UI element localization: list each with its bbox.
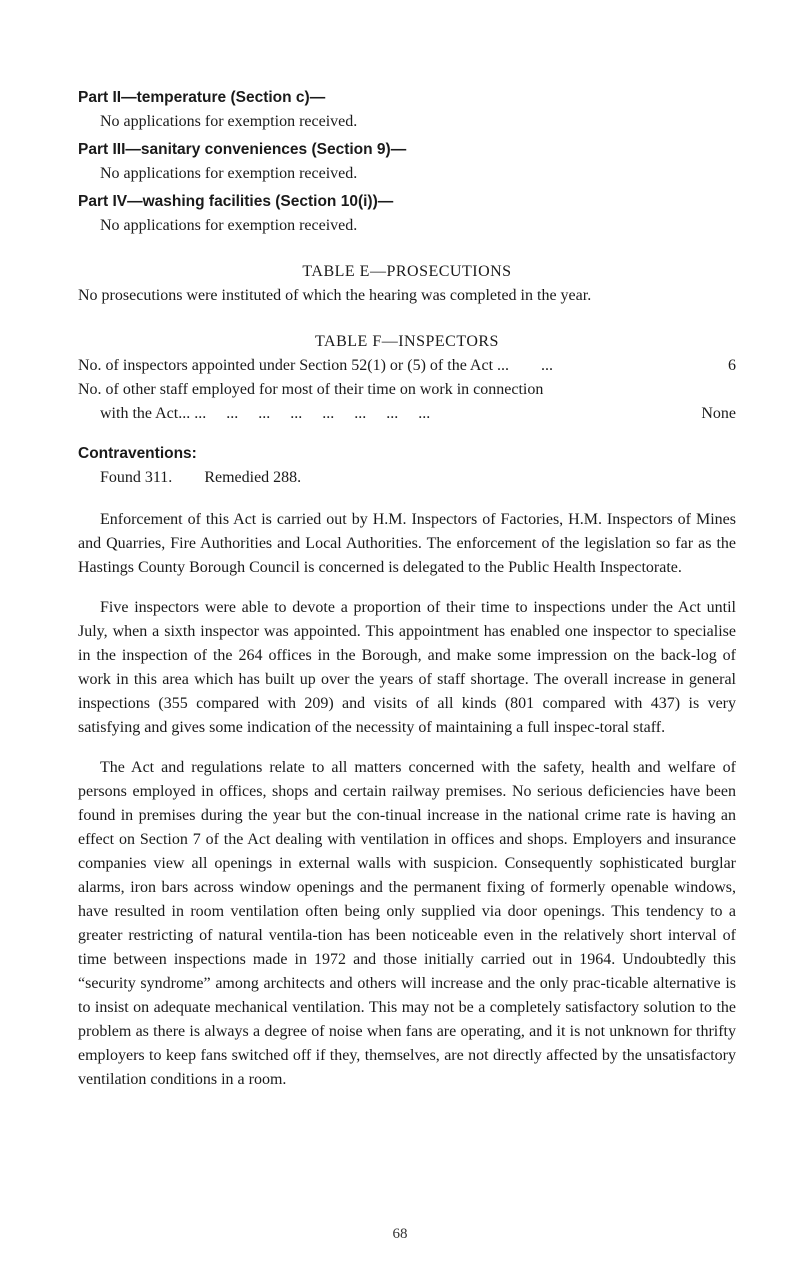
other-staff-row-dots: ... ... ... ... ... ... ... ... — [194, 405, 431, 422]
found-count: Found 311. — [100, 469, 173, 486]
part-ii-section — [78, 86, 736, 134]
other-staff-row-label: with the Act... — [100, 405, 191, 422]
other-staff-row — [78, 402, 736, 426]
contraventions-heading: Contraventions: — [78, 445, 197, 462]
table-e-text: No prosecutions were instituted of which the hearing was completed in the year. — [78, 287, 592, 304]
part-heading: Part IV—washing facilities (Section 10(i))— — [78, 193, 394, 210]
inspectors-row — [78, 354, 736, 378]
other-staff-row-value: None — [701, 405, 736, 422]
part-text: No applications for exemption received. — [100, 217, 358, 234]
part-text: No applications for exemption received. — [100, 113, 358, 130]
enforcement-paragraph: Enforcement of this Act is carried out by H.M. Inspectors of Factories, H.M. Inspectors of Mines and Quarries, Fire Authorities and Local Authorities. The enforcement of the legislation so far as the Hastings County Borough Council is concerned is delegated to the Public Health Inspectorate. — [78, 511, 736, 576]
document-page — [78, 86, 736, 1092]
inspectors-row-dots: ... — [541, 357, 554, 374]
page-number: 68 — [392, 1226, 408, 1242]
part-heading: Part II—temperature (Section c)— — [78, 89, 326, 106]
regulations-paragraph: The Act and regulations relate to all matters concerned with the safety, health and welfare of persons employed in offices, shops and certain railway premises. No serious deficiencies have been found in premises during the year but the con-tinual increase in the national crime rate is having an effect on Section 7 of the Act dealing with ventilation in offices and shops. Employers and insurance companies view all openings in external walls with suspicion. Consequently sophisticated burglar alarms, iron bars across window openings and the permanent fixing of formerly openable windows, have resulted in room ventilation often being only supplied via door openings. This tendency to a greater restricting of natural ventila-tion has been noticeable even in the relatively short interval of time between inspections made in 1972 and those initially carried out in 1964. Undoubtedly this “security syndrome” among architects and others will increase and the only prac-ticable alternative is to insist on adequate mechanical ventilation. This may not be a completely satisfactory solution to the problem as there is always a degree of noise when fans are operating, and it is not unknown for thrifty employers to keep fans switched off if they, themselves, are not directly affected by the unsatisfactory ventilation conditions in a room. — [78, 759, 736, 1088]
part-iv-section — [78, 190, 736, 238]
contraventions-values — [78, 466, 736, 490]
table-e-section — [78, 260, 736, 308]
part-heading: Part III—sanitary conveniences (Section 9)— — [78, 141, 407, 158]
other-staff-row-line1: No. of other staff employed for most of their time on work in connection — [78, 381, 544, 398]
inspectors-row-label: No. of inspectors appointed under Section 52(1) or (5) of the Act ... — [78, 357, 510, 374]
table-e-title: TABLE E—PROSECUTIONS — [302, 263, 512, 280]
contraventions-section — [78, 442, 736, 490]
part-iii-section — [78, 138, 736, 186]
part-text: No applications for exemption received. — [100, 165, 358, 182]
table-f-title: TABLE F—INSPECTORS — [315, 333, 499, 350]
inspectors-row-value: 6 — [728, 357, 736, 374]
inspectors-paragraph: Five inspectors were able to devote a proportion of their time to inspections under the Act until July, when a sixth inspector was appointed. This appointment has enabled one inspector to specialise in the inspection of the 264 offices in the Borough, and make some impression on the back-log of work in this area which has built up over the years of staff shortage. The overall increase in general inspections (355 compared with 209) and visits of all kinds (801 compared with 437) is very satisfying and gives some indication of the necessity of maintaining a full inspec-toral staff. — [78, 599, 736, 736]
remedied-count: Remedied 288. — [204, 469, 302, 486]
table-f-section — [78, 330, 736, 426]
